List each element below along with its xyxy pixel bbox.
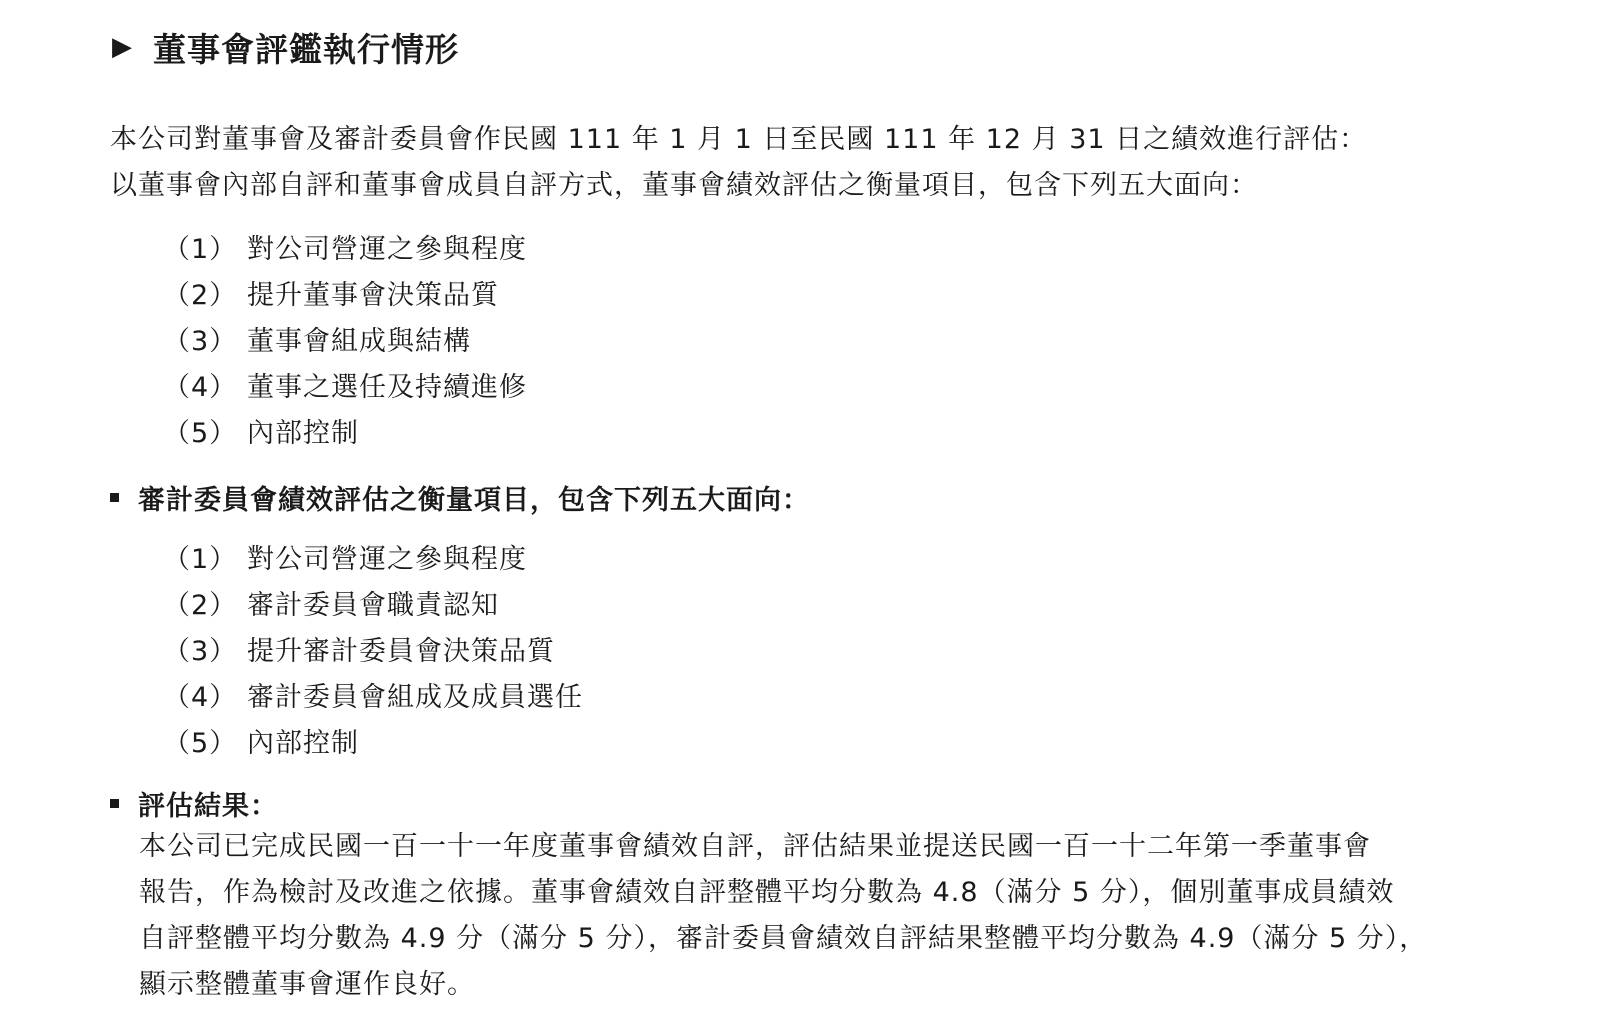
list-item xyxy=(163,227,1063,273)
item-text: 提升董事會決策品質 xyxy=(247,280,499,311)
item-text: 提升審計委員會決策品質 xyxy=(247,636,555,667)
item-text: 對公司營運之參與程度 xyxy=(247,544,527,575)
list-item xyxy=(163,537,1063,583)
item-number: （3） xyxy=(163,636,238,667)
intro-line: 以董事會內部自評和董事會成員自評方式，董事會績效評估之衡量項目，包含下列五大面向： xyxy=(110,170,1258,201)
result-paragraph xyxy=(139,824,1559,1008)
result-line: 本公司已完成民國一百一十一年度董事會績效自評，評估結果並提送民國一百一十二年第一季董事會 xyxy=(139,831,1371,862)
intro-paragraph xyxy=(110,117,1550,209)
section-heading xyxy=(112,22,459,72)
board-criteria-list xyxy=(163,227,1063,457)
square-bullet-icon xyxy=(110,493,119,502)
item-text: 審計委員會職責認知 xyxy=(247,590,499,621)
item-number: （2） xyxy=(163,590,238,621)
list-item xyxy=(163,721,1063,767)
item-number: （4） xyxy=(163,682,238,713)
audit-criteria-list xyxy=(163,537,1063,767)
list-item xyxy=(163,319,1063,365)
result-heading-text: 評估結果： xyxy=(138,790,278,822)
section-title: 董事會評鑑執行情形 xyxy=(153,29,459,69)
result-line: 自評整體平均分數為 4.9 分（滿分 5 分），審計委員會績效自評結果整體平均分數為 4.9（滿分 5 分）， xyxy=(139,923,1428,954)
result-line: 報告，作為檢討及改進之依據。董事會績效自評整體平均分數為 4.8（滿分 5 分），個別董事成員績效 xyxy=(139,877,1395,908)
item-number: （5） xyxy=(163,418,238,449)
intro-line: 本公司對董事會及審計委員會作民國 111 年 1 月 1 日至民國 111 年 12 月 31 日之績效進行評估： xyxy=(110,124,1368,155)
item-text: 董事之選任及持續進修 xyxy=(247,372,527,403)
list-item xyxy=(163,583,1063,629)
list-item xyxy=(163,411,1063,457)
result-line: 顯示整體董事會運作良好。 xyxy=(139,969,475,1000)
audit-criteria-heading xyxy=(110,474,810,520)
list-item xyxy=(163,273,1063,319)
square-bullet-icon xyxy=(110,799,119,808)
list-item xyxy=(163,365,1063,411)
item-number: （1） xyxy=(163,544,238,575)
item-text: 審計委員會組成及成員選任 xyxy=(247,682,583,713)
result-heading xyxy=(110,780,278,826)
item-number: （2） xyxy=(163,280,238,311)
item-text: 對公司營運之參與程度 xyxy=(247,234,527,265)
triangle-marker-icon: ▶ xyxy=(112,32,133,62)
audit-heading-text: 審計委員會績效評估之衡量項目，包含下列五大面向： xyxy=(138,484,810,516)
item-text: 內部控制 xyxy=(247,418,359,449)
item-text: 董事會組成與結構 xyxy=(247,326,471,357)
list-item xyxy=(163,675,1063,721)
item-number: （5） xyxy=(163,728,238,759)
item-number: （1） xyxy=(163,234,238,265)
item-number: （4） xyxy=(163,372,238,403)
item-number: （3） xyxy=(163,326,238,357)
item-text: 內部控制 xyxy=(247,728,359,759)
list-item xyxy=(163,629,1063,675)
